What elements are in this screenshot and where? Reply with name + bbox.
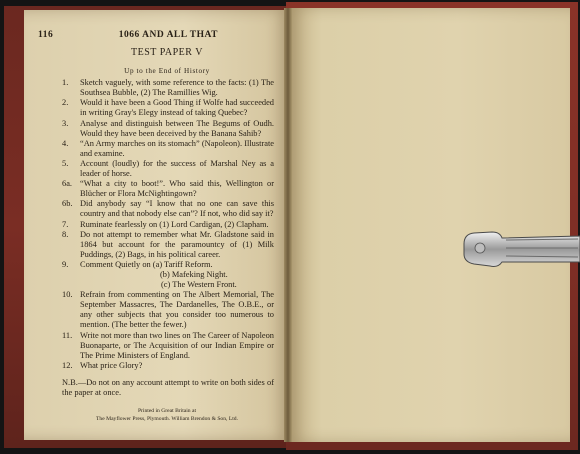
- sub-text: The Western Front.: [172, 280, 237, 290]
- imprint-line-1: Printed in Great Britain at: [137, 408, 197, 415]
- sub-label: (b): [160, 269, 170, 279]
- question-6a: [60, 179, 274, 199]
- sub-label: (c): [161, 280, 171, 290]
- question-text: Comment Quietly on (a) Tariff Reform.: [80, 259, 213, 269]
- page-number: 116: [38, 30, 54, 40]
- imprint-line-2: The Mayflower Press, Plymouth. William Brendon & Son, Ltd.: [96, 416, 238, 423]
- question-text: Account (loudly) for the success of Marshal Ney as a leader of horse.: [80, 158, 274, 179]
- question-4: [60, 139, 274, 159]
- question-1: [60, 78, 274, 98]
- paper-subtitle: Up to the End of History: [124, 67, 210, 76]
- question-11: [60, 331, 274, 361]
- question-text: “What a city to boot!”. Who said this, Wellington or Blücher or Flora McNightingown?: [80, 179, 274, 199]
- question-text: “An Army marches on its stomach” (Napoleon). Illustrate and examine.: [80, 138, 274, 158]
- question-number: 11.: [62, 330, 73, 340]
- question-number: 3.: [62, 118, 69, 128]
- question-3: [60, 119, 274, 139]
- question-9: [60, 260, 274, 270]
- metal-page-clip-icon: [462, 228, 580, 272]
- question-number: 4.: [62, 138, 69, 148]
- question-9-c: [60, 280, 274, 290]
- question-2: [60, 98, 274, 118]
- question-number: 1.: [62, 78, 69, 88]
- question-text: Did anybody say “I know that no one can save this country and that nobody else can”? If not, who did say it?: [80, 199, 274, 219]
- question-number: 6a.: [62, 179, 72, 189]
- question-5: [60, 159, 274, 179]
- sub-text: Mafeking Night.: [171, 269, 228, 279]
- footnote: N.B.—Do not on any account attempt to write on both sides of the paper at once.: [62, 377, 274, 397]
- question-6b: [60, 199, 274, 219]
- question-number: 2.: [62, 98, 69, 108]
- question-12: [60, 361, 274, 371]
- question-number: 5.: [62, 158, 69, 168]
- question-number: 8.: [62, 229, 69, 239]
- question-8: [60, 230, 274, 260]
- question-number: 9.: [62, 259, 69, 269]
- question-text: Refrain from commenting on The Albert Memorial, The September Massacres, The Dardanelles, The O.B.E., or any other subjects that you consider too numerous to mention. (The better the fewer.): [80, 290, 274, 330]
- question-9-b: [60, 270, 274, 280]
- question-number: 6b.: [62, 199, 73, 209]
- page-text: [60, 24, 274, 423]
- question-number: 12.: [62, 360, 73, 370]
- question-text: What price Glory?: [80, 360, 143, 370]
- right-page-blank: [288, 8, 570, 442]
- question-text: Sketch vaguely, with some reference to the facts: (1) The Southsea Bubble, (2) The Ramillies Wig.: [80, 78, 274, 98]
- paper-title: TEST PAPER V: [131, 47, 203, 58]
- question-text: Would it have been a Good Thing if Wolfe had succeeded in writing Gray's Elegy instead of taking Quebec?: [80, 98, 274, 118]
- question-text: Do not attempt to remember what Mr. Gladstone said in 1864 but account for the paramountcy of (1) Milk Puddings, (2) Bags, in his political career.: [80, 229, 274, 259]
- question-text: Analyse and distinguish between The Begums of Oudh. Would they have been deceived by the Banana Sahib?: [80, 118, 274, 138]
- question-7: [60, 220, 274, 230]
- book-gutter: [284, 8, 292, 442]
- running-title: 1066 AND ALL THAT: [118, 30, 218, 40]
- question-number: 7.: [62, 219, 69, 229]
- printer-imprint: [60, 407, 274, 423]
- question-text: Write not more than two lines on The Career of Napoleon Buonaparte, or The Acquisition of our Indian Empire or The Prime Ministers of England.: [80, 330, 274, 360]
- question-text: Ruminate fearlessly on (1) Lord Cardigan, (2) Clapham.: [80, 219, 269, 229]
- question-number: 10.: [62, 290, 73, 300]
- question-10: [60, 290, 274, 330]
